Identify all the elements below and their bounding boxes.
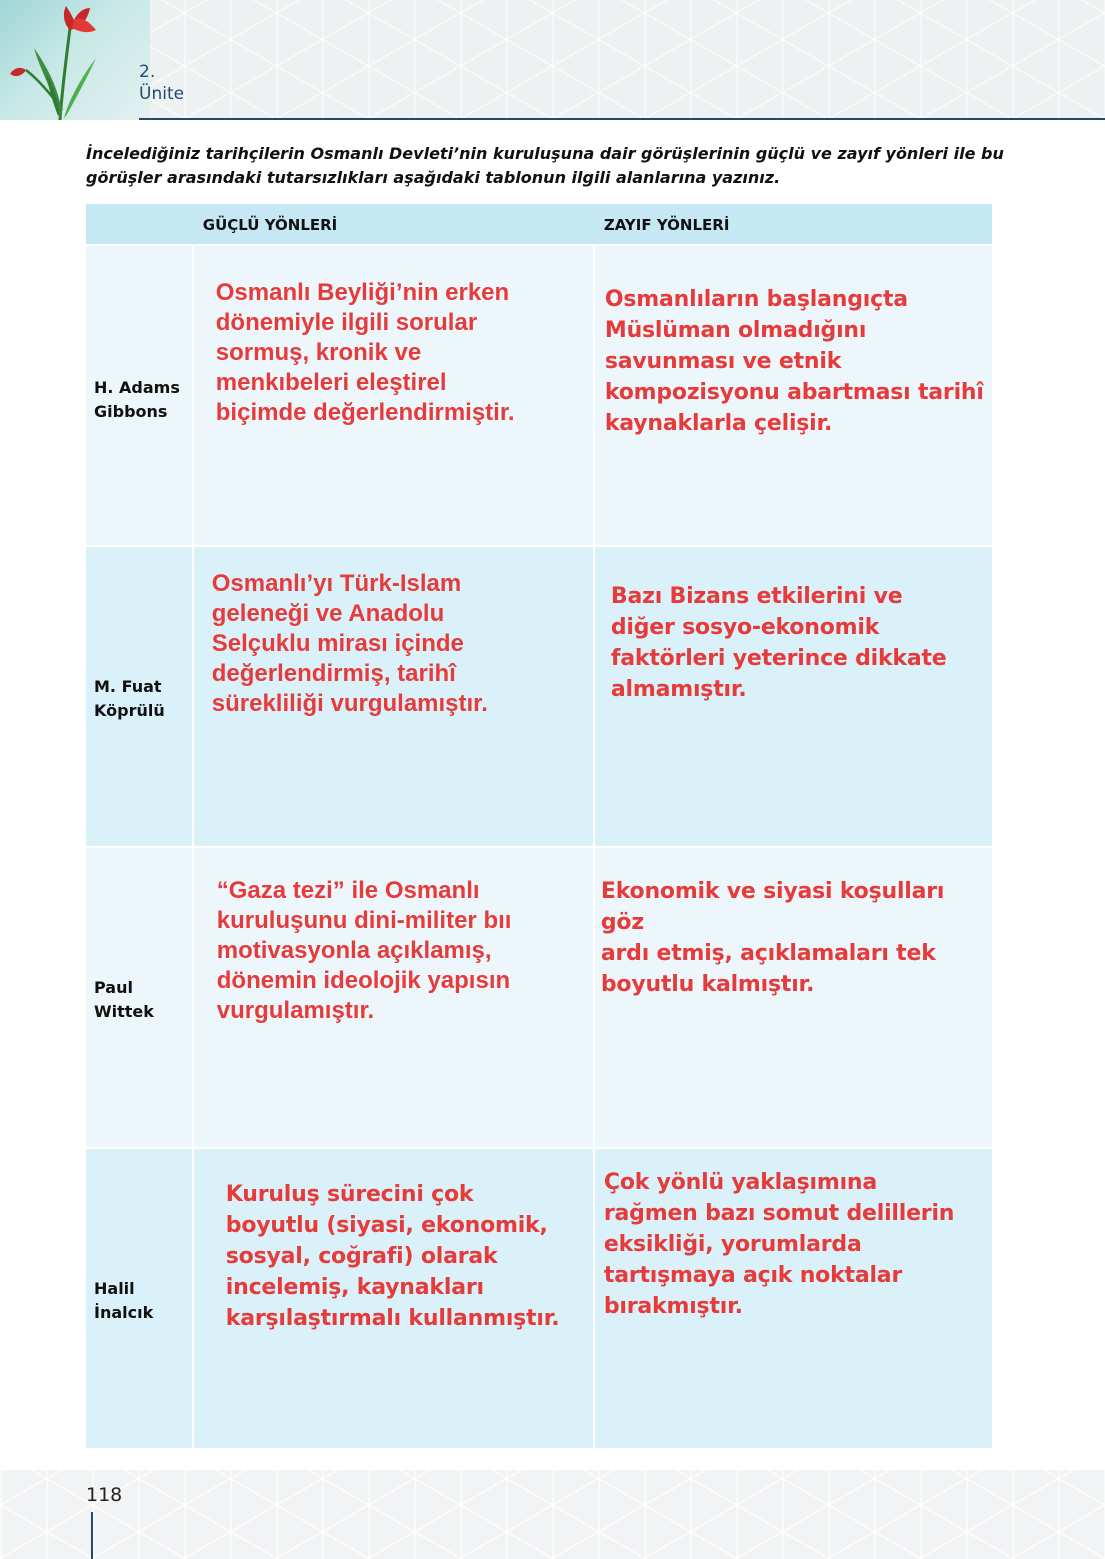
answer-line: ardı etmiş, açıklamaları tek xyxy=(600,941,936,966)
answer-line: bırakmıştır. xyxy=(603,1294,743,1319)
answer-line: tartışmaya açık noktalar xyxy=(603,1263,903,1288)
strong-cell[interactable] xyxy=(194,246,593,545)
answer-line: incelemiş, kaynakları xyxy=(225,1275,484,1300)
answer-line: sürekliliği vurgulamıştır. xyxy=(211,690,488,717)
unit-label: Ünite xyxy=(139,84,185,104)
strong-answer xyxy=(226,1179,560,1334)
answer-line: vurgulamıştır. xyxy=(216,997,375,1024)
answer-line: eksikliği, yorumlarda xyxy=(603,1232,862,1257)
unit-number: 2. xyxy=(139,62,156,82)
table-row xyxy=(86,1149,992,1448)
answer-line: Osmanlı Beyliği’nin erken xyxy=(215,279,510,306)
historian-name-line: Paul xyxy=(94,978,133,997)
footer-pattern xyxy=(0,1470,1105,1559)
answer-line: değerlendirmiş, tarihî xyxy=(211,660,456,687)
weak-cell[interactable] xyxy=(595,246,992,545)
historian-name-line: Wittek xyxy=(94,1002,154,1021)
answer-line: menkıbeleri eleştirel xyxy=(215,369,447,396)
answer-line: Bazı Bizans etkilerini ve xyxy=(610,584,903,609)
answer-line: Müslüman olmadığını xyxy=(604,318,867,343)
answer-line: diğer sosyo-ekonomik xyxy=(610,615,880,640)
answer-line: savunması ve etnik xyxy=(604,349,842,374)
answer-line: sosyal, coğrafi) olarak xyxy=(225,1244,498,1269)
header-weak-label: ZAYIF YÖNLERİ xyxy=(603,216,730,234)
answer-line: faktörleri yeterince dikkate xyxy=(610,646,947,671)
historian-name xyxy=(94,376,180,424)
tulip-icon xyxy=(0,0,150,120)
strong-answer xyxy=(217,876,512,1026)
strong-answer xyxy=(216,278,515,428)
page-number: 118 xyxy=(86,1484,123,1506)
answer-line: dönemin ideolojik yapısın xyxy=(216,967,511,994)
weak-cell[interactable] xyxy=(595,547,992,846)
header-cell-strong xyxy=(194,204,593,244)
historian-name-line: Gibbons xyxy=(94,402,168,421)
historian-name xyxy=(94,675,165,723)
answer-line: kaynaklarla çelişir. xyxy=(604,411,833,436)
historian-name-line: Halil xyxy=(94,1279,135,1298)
weak-cell[interactable] xyxy=(595,848,992,1147)
table-row xyxy=(86,848,992,1147)
historian-cell xyxy=(86,848,192,1147)
answer-line: biçimde değerlendirmiştir. xyxy=(215,399,515,426)
instruction-text: İncelediğiniz tarihçilerin Osmanlı Devleti’nin kuruluşuna dair görüşlerinin güçlü ve zayıf yönleri ile bu görüşler arasındaki tutarsızlıkları aşağıdaki tablonun ilgili alanlarına yazınız. xyxy=(86,144,1004,187)
answer-line: Selçuklu mirası içinde xyxy=(211,630,464,657)
historian-name-line: Köprülü xyxy=(94,701,165,720)
historian-name-line: M. Fuat xyxy=(94,677,162,696)
strong-cell[interactable] xyxy=(194,848,593,1147)
answer-line: sormuş, kronik ve xyxy=(215,339,422,366)
historian-name-line: H. Adams xyxy=(94,378,180,397)
answer-line: karşılaştırmalı kullanmıştır. xyxy=(225,1306,560,1331)
header-cell-weak xyxy=(595,204,992,244)
header-cell-empty xyxy=(86,204,192,244)
answer-line: boyutlu kalmıştır. xyxy=(600,972,815,997)
strong-answer xyxy=(212,569,488,719)
historian-name xyxy=(94,976,154,1024)
weak-cell[interactable] xyxy=(595,1149,992,1448)
header-strong-label: GÜÇLÜ YÖNLERİ xyxy=(202,216,338,234)
answer-line: geleneği ve Anadolu xyxy=(211,600,445,627)
historian-cell xyxy=(86,1149,192,1448)
footer-divider xyxy=(91,1512,93,1559)
historian-cell xyxy=(86,246,192,545)
historian-cell xyxy=(86,547,192,846)
strong-cell[interactable] xyxy=(194,1149,593,1448)
answer-line: Osmanlı’yı Türk-Islam xyxy=(211,570,462,597)
weak-answer xyxy=(601,876,992,1000)
evaluation-table xyxy=(86,204,992,1448)
historian-name xyxy=(94,1277,153,1325)
answer-line: Çok yönlü yaklaşımına xyxy=(603,1170,878,1195)
weak-answer xyxy=(604,1167,954,1322)
weak-answer xyxy=(611,581,947,705)
answer-line: Kuruluş sürecini çok xyxy=(225,1182,474,1207)
table-header-row xyxy=(86,204,992,244)
answer-line: motivasyonla açıklamış, xyxy=(216,937,492,964)
answer-line: kompozisyonu abartması tarihî xyxy=(604,380,984,405)
table-row xyxy=(86,547,992,846)
answer-line: Osmanlıların başlangıçta xyxy=(604,287,908,312)
header-divider xyxy=(139,118,1105,120)
answer-line: kuruluşunu dini-militer bıı xyxy=(216,907,512,934)
answer-line: almamıştır. xyxy=(610,677,747,702)
answer-line: “Gaza tezi” ile Osmanlı xyxy=(216,877,480,904)
historian-name-line: İnalcık xyxy=(94,1303,154,1322)
strong-cell[interactable] xyxy=(194,547,593,846)
table-row xyxy=(86,246,992,545)
answer-line: boyutlu (siyasi, ekonomik, xyxy=(225,1213,548,1238)
answer-line: Ekonomik ve siyasi koşulları göz xyxy=(600,879,945,935)
answer-line: dönemiyle ilgili sorular xyxy=(215,309,478,336)
weak-answer xyxy=(605,284,984,439)
answer-line: rağmen bazı somut delillerin xyxy=(603,1201,955,1226)
